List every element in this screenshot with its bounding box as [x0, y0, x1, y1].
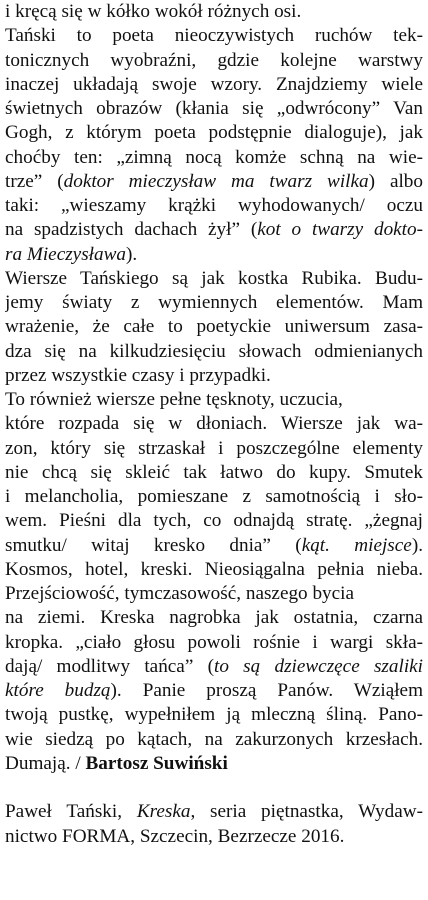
text-run: ) albo [368, 170, 423, 192]
review-line: i melancholia, pomieszane z samotnością i sło- [5, 486, 423, 507]
text-run: na spadzistych dachach żył” ( [5, 219, 258, 241]
italic-text: kąt. miejsce [301, 534, 412, 556]
review-line: Kosmos, hotel, kreski. Nieosiągalna pełnia nieba. [5, 558, 423, 580]
review-line [5, 655, 423, 679]
review-line: Przejściowość, tymczasowość, naszego bycia [5, 583, 354, 604]
italic-text: które budzą [5, 680, 111, 701]
review-line: taki: „wieszamy krążki wyhodowanych/ oczu [5, 195, 423, 216]
author-name: Bartosz Suwiński [85, 752, 228, 774]
text-run: dają/ modlitwy tańca” ( [5, 655, 214, 677]
text-run: , seria piętnastka, Wydaw- [190, 801, 423, 823]
review-line [5, 752, 423, 776]
review-line: inaczej układają swoje wzory. Znajdziemy wiele [5, 73, 423, 95]
italic-text: ra Mieczysława [5, 243, 126, 265]
review-line [5, 243, 423, 267]
review-line: To również wiersze pełne tęsknoty, uczucia, [5, 389, 343, 410]
review-line: Gogh, z którym poeta podstępnie dialoguje), jak [5, 122, 423, 144]
review-line: Tański to poeta nieoczywistych ruchów tek- [5, 25, 423, 47]
text-run: Dumają. / [5, 752, 86, 774]
review-line: wie siedzą po kątach, na zakurzonych krzesłach. [5, 728, 423, 750]
text-run: Paweł Tański, [5, 801, 137, 823]
review-line [5, 679, 423, 703]
review-line [5, 170, 423, 194]
review-line: wrażenie, że całe to poetyckie uniwersum zasa- [5, 316, 423, 338]
review-line: i kręcą się w kółko wokół różnych osi. [5, 1, 302, 22]
citation-line: nictwo FORMA, Szczecin, Bezrzecze 2016. [5, 825, 345, 847]
book-citation [5, 800, 423, 849]
review-line: Wiersze Tańskiego są jak kostka Rubika. Budu- [5, 267, 423, 289]
review-line: dza się na kilkudziesięciu słowach odmienianych [5, 340, 423, 362]
paragraph-gap [5, 776, 423, 800]
italic-text: to są dziewczęce szaliki [213, 655, 423, 677]
review-line: wem. Pieśni dla tych, co odnajdą stratę. „żegnaj [5, 510, 423, 532]
review-line: przez wszystkie czasy i przypadki. [5, 364, 271, 386]
document-page [5, 0, 423, 849]
review-line [5, 218, 423, 242]
italic-text: Kreska [136, 801, 191, 823]
italic-text: doktor mieczysław ma twarz wilka [63, 170, 369, 192]
review-line: twoją pustkę, wypełniłem ją mleczną śliną. Pano- [5, 704, 423, 726]
review-line: zon, który się strzaskał i poszczególne elementy [5, 437, 423, 459]
review-text [5, 0, 423, 776]
review-line: jemy światy z wymiennych elementów. Mam [5, 292, 423, 313]
italic-text: kot o twarzy dokto- [257, 219, 423, 241]
citation-line [5, 800, 423, 824]
text-run: smutku/ witaj kresko dnia” ( [5, 534, 302, 556]
review-line: świetnych obrazów (kłania się „odwrócony” Van [5, 98, 423, 119]
review-line: nie chcą się skleić tak łatwo do kupy. Smutek [5, 461, 423, 483]
text-run: ). [125, 243, 138, 265]
review-line: na ziemi. Kreska nagrobka jak ostatnia, czarna [5, 607, 423, 629]
review-line [5, 534, 423, 558]
text-run: ). [411, 534, 423, 556]
review-line: kropka. „ciało głosu powoli rośnie i wargi skła- [5, 631, 423, 653]
text-run: ). Panie proszą Panów. Wziąłem [110, 680, 423, 701]
review-line: choćby ten: „zimną nocą komże schną na wie- [5, 146, 423, 168]
text-run: trze” ( [5, 170, 64, 192]
review-line: tonicznych wyobraźni, gdzie kolejne warstwy [5, 49, 423, 71]
review-line: które rozpada się w dłoniach. Wiersze jak wa- [5, 413, 423, 435]
